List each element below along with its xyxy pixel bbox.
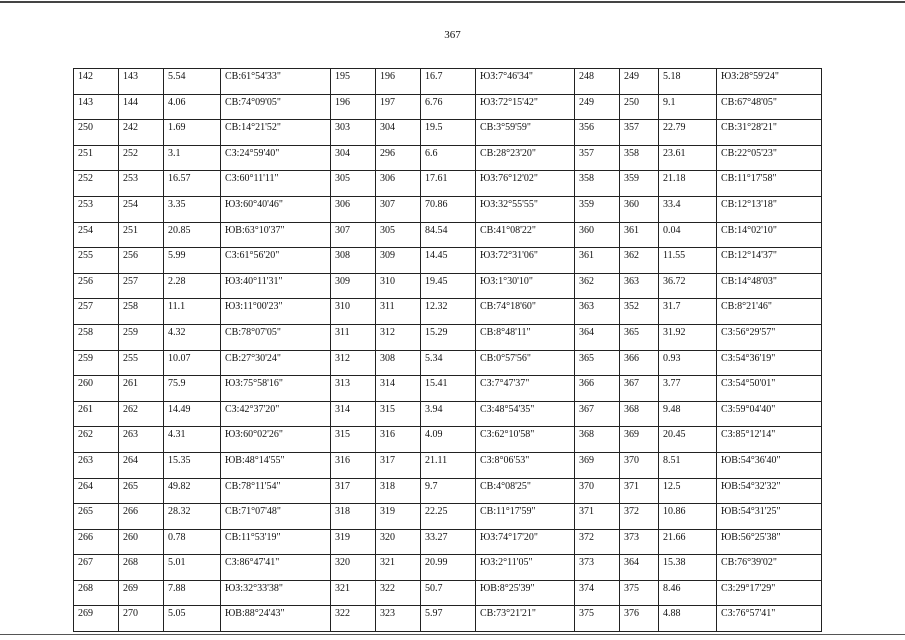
table-cell: 21.66: [659, 529, 717, 555]
table-cell: 358: [575, 171, 620, 197]
table-cell: 0.04: [659, 222, 717, 248]
table-cell: 372: [620, 504, 659, 530]
table-cell: СВ:11°17'59": [476, 504, 575, 530]
table-cell: 255: [74, 248, 119, 274]
table-cell: 360: [575, 222, 620, 248]
table-cell: 250: [74, 120, 119, 146]
table-cell: 366: [575, 376, 620, 402]
table-cell: 249: [575, 94, 620, 120]
table-cell: 262: [74, 427, 119, 453]
table-cell: СЗ:24°59'40": [221, 145, 331, 171]
table-cell: 359: [620, 171, 659, 197]
table-cell: СЗ:56°29'57": [717, 324, 822, 350]
table-cell: 20.99: [421, 555, 476, 581]
table-cell: 17.61: [421, 171, 476, 197]
table-cell: 306: [376, 171, 421, 197]
table-cell: 23.61: [659, 145, 717, 171]
table-cell: 371: [575, 504, 620, 530]
table-cell: 256: [74, 273, 119, 299]
table-cell: ЮВ:54°31'25": [717, 504, 822, 530]
table-cell: СЗ:61°56'20": [221, 248, 331, 274]
table-cell: 9.7: [421, 478, 476, 504]
table-cell: 0.93: [659, 350, 717, 376]
table-cell: 296: [376, 145, 421, 171]
table-cell: 253: [74, 196, 119, 222]
table-cell: СВ:41°08'22": [476, 222, 575, 248]
table-cell: 313: [331, 376, 376, 402]
table-cell: 242: [119, 120, 164, 146]
table-cell: СЗ:86°47'41": [221, 555, 331, 581]
table-cell: 143: [74, 94, 119, 120]
table-body: [74, 69, 822, 632]
table-cell: 370: [575, 478, 620, 504]
table-cell: 319: [376, 504, 421, 530]
table-cell: 307: [376, 196, 421, 222]
table-cell: СЗ:76°57'41": [717, 606, 822, 632]
table-cell: 31.92: [659, 324, 717, 350]
table-cell: СВ:0°57'56": [476, 350, 575, 376]
table-cell: СВ:14°02'10": [717, 222, 822, 248]
table-cell: 10.86: [659, 504, 717, 530]
table-cell: 308: [376, 350, 421, 376]
table-cell: 4.06: [164, 94, 221, 120]
table-cell: СВ:78°07'05": [221, 324, 331, 350]
table-cell: 309: [376, 248, 421, 274]
table-cell: ЮЗ:28°59'24": [717, 69, 822, 95]
page-number: 367: [444, 29, 461, 41]
table-cell: ЮВ:48°14'55": [221, 452, 331, 478]
table-cell: 367: [575, 401, 620, 427]
table-cell: 352: [620, 299, 659, 325]
table-cell: СВ:4°08'25": [476, 478, 575, 504]
table-cell: 375: [620, 580, 659, 606]
table-cell: 260: [119, 529, 164, 555]
table-cell: 265: [119, 478, 164, 504]
table-row: [74, 145, 822, 171]
table-cell: 314: [331, 401, 376, 427]
table-cell: 5.05: [164, 606, 221, 632]
table-cell: 323: [376, 606, 421, 632]
table-row: [74, 94, 822, 120]
table-cell: 5.18: [659, 69, 717, 95]
table-cell: 5.99: [164, 248, 221, 274]
table-cell: 19.5: [421, 120, 476, 146]
table-cell: 12.32: [421, 299, 476, 325]
table-cell: ЮВ:88°24'43": [221, 606, 331, 632]
table-cell: СЗ:59°04'40": [717, 401, 822, 427]
table-cell: 315: [376, 401, 421, 427]
table-cell: 84.54: [421, 222, 476, 248]
table-cell: СВ:73°21'21": [476, 606, 575, 632]
table-row: [74, 478, 822, 504]
table-row: [74, 427, 822, 453]
table-cell: 8.51: [659, 452, 717, 478]
table-cell: 253: [119, 171, 164, 197]
table-cell: ЮЗ:32°33'38": [221, 580, 331, 606]
table-cell: СЗ:54°50'01": [717, 376, 822, 402]
table-cell: 254: [74, 222, 119, 248]
table-cell: 306: [331, 196, 376, 222]
table-cell: 269: [119, 580, 164, 606]
table-cell: 305: [331, 171, 376, 197]
table-cell: 8.46: [659, 580, 717, 606]
table-cell: 3.94: [421, 401, 476, 427]
table-cell: 318: [376, 478, 421, 504]
table-cell: СВ:12°13'18": [717, 196, 822, 222]
table-cell: СВ:3°59'59": [476, 120, 575, 146]
table-cell: 5.01: [164, 555, 221, 581]
table-cell: 6.6: [421, 145, 476, 171]
table-cell: 252: [119, 145, 164, 171]
table-cell: 357: [575, 145, 620, 171]
table-cell: СВ:27°30'24": [221, 350, 331, 376]
table-cell: 3.77: [659, 376, 717, 402]
table-cell: 75.9: [164, 376, 221, 402]
table-cell: 319: [331, 529, 376, 555]
table-cell: 255: [119, 350, 164, 376]
table-cell: СВ:8°21'46": [717, 299, 822, 325]
table-cell: 359: [575, 196, 620, 222]
table-cell: СВ:74°09'05": [221, 94, 331, 120]
table-cell: СВ:31°28'21": [717, 120, 822, 146]
table-cell: СВ:11°53'19": [221, 529, 331, 555]
table-cell: 6.76: [421, 94, 476, 120]
table-cell: 366: [620, 350, 659, 376]
table-cell: 265: [74, 504, 119, 530]
table-cell: 7.88: [164, 580, 221, 606]
table-cell: 270: [119, 606, 164, 632]
table-cell: 33.27: [421, 529, 476, 555]
table-cell: 21.18: [659, 171, 717, 197]
table-cell: СЗ:8°06'53": [476, 452, 575, 478]
table-row: [74, 120, 822, 146]
table-cell: 360: [620, 196, 659, 222]
table-cell: 357: [620, 120, 659, 146]
table-cell: 312: [376, 324, 421, 350]
table-cell: 252: [74, 171, 119, 197]
table-cell: 33.4: [659, 196, 717, 222]
table-cell: 261: [74, 401, 119, 427]
table-cell: 248: [575, 69, 620, 95]
table-cell: 196: [376, 69, 421, 95]
table-cell: 20.45: [659, 427, 717, 453]
table-cell: СВ:14°21'52": [221, 120, 331, 146]
table-cell: 49.82: [164, 478, 221, 504]
table-cell: СВ:67°48'05": [717, 94, 822, 120]
table-cell: 9.48: [659, 401, 717, 427]
table-cell: СЗ:62°10'58": [476, 427, 575, 453]
table-cell: 16.7: [421, 69, 476, 95]
table-cell: 31.7: [659, 299, 717, 325]
table-cell: 5.34: [421, 350, 476, 376]
table-row: [74, 606, 822, 632]
table-cell: 305: [376, 222, 421, 248]
table-cell: СВ:11°17'58": [717, 171, 822, 197]
table-cell: 315: [331, 427, 376, 453]
table-cell: 373: [620, 529, 659, 555]
table-cell: ЮЗ:11°00'23": [221, 299, 331, 325]
table-cell: 262: [119, 401, 164, 427]
table-cell: 314: [376, 376, 421, 402]
table-cell: 362: [575, 273, 620, 299]
table-cell: 310: [331, 299, 376, 325]
table-cell: 371: [620, 478, 659, 504]
table-cell: 316: [376, 427, 421, 453]
table-cell: ЮЗ:76°12'02": [476, 171, 575, 197]
table-cell: СВ:28°23'20": [476, 145, 575, 171]
table-row: [74, 248, 822, 274]
table-cell: СВ:78°11'54": [221, 478, 331, 504]
table-cell: 3.35: [164, 196, 221, 222]
table-cell: 304: [376, 120, 421, 146]
table-cell: СВ:12°14'37": [717, 248, 822, 274]
table-cell: 254: [119, 196, 164, 222]
table-cell: 317: [376, 452, 421, 478]
top-rule: [0, 1, 905, 3]
table-row: [74, 69, 822, 95]
table-cell: ЮЗ:40°11'31": [221, 273, 331, 299]
table-cell: 197: [376, 94, 421, 120]
table-cell: СВ:8°48'11": [476, 324, 575, 350]
table-cell: 368: [620, 401, 659, 427]
table-cell: 4.31: [164, 427, 221, 453]
table-cell: СЗ:60°11'11": [221, 171, 331, 197]
table-cell: 261: [119, 376, 164, 402]
table-cell: 9.1: [659, 94, 717, 120]
table-cell: ЮЗ:60°40'46": [221, 196, 331, 222]
table-cell: СВ:71°07'48": [221, 504, 331, 530]
table-cell: 2.28: [164, 273, 221, 299]
table-cell: 28.32: [164, 504, 221, 530]
table-cell: 367: [620, 376, 659, 402]
table-row: [74, 555, 822, 581]
table-cell: 21.11: [421, 452, 476, 478]
table-cell: ЮЗ:72°15'42": [476, 94, 575, 120]
table-cell: 267: [74, 555, 119, 581]
table-cell: 251: [74, 145, 119, 171]
table-cell: 14.45: [421, 248, 476, 274]
table-cell: 22.25: [421, 504, 476, 530]
table-cell: 362: [620, 248, 659, 274]
table-cell: СЗ:7°47'37": [476, 376, 575, 402]
table-cell: 142: [74, 69, 119, 95]
table-cell: 322: [331, 606, 376, 632]
table-cell: 250: [620, 94, 659, 120]
table-cell: 369: [620, 427, 659, 453]
table-cell: 36.72: [659, 273, 717, 299]
table-cell: ЮВ:63°10'37": [221, 222, 331, 248]
table-cell: 321: [331, 580, 376, 606]
table-cell: 361: [620, 222, 659, 248]
table-cell: 22.79: [659, 120, 717, 146]
table-cell: 269: [74, 606, 119, 632]
table-cell: 307: [331, 222, 376, 248]
table-cell: 12.5: [659, 478, 717, 504]
table-cell: ЮЗ:7°46'34": [476, 69, 575, 95]
table-cell: 50.7: [421, 580, 476, 606]
table-cell: 363: [620, 273, 659, 299]
table-cell: 19.45: [421, 273, 476, 299]
table-cell: 365: [575, 350, 620, 376]
table-cell: 144: [119, 94, 164, 120]
table-cell: 3.1: [164, 145, 221, 171]
table-cell: 320: [331, 555, 376, 581]
table-cell: СВ:22°05'23": [717, 145, 822, 171]
table-cell: 257: [74, 299, 119, 325]
table-cell: СВ:76°39'02": [717, 555, 822, 581]
table-cell: 11.55: [659, 248, 717, 274]
table-cell: 15.41: [421, 376, 476, 402]
table-cell: 308: [331, 248, 376, 274]
table-cell: 312: [331, 350, 376, 376]
table-cell: 309: [331, 273, 376, 299]
table-cell: 15.35: [164, 452, 221, 478]
table-cell: 257: [119, 273, 164, 299]
table-cell: 264: [119, 452, 164, 478]
table-cell: 4.09: [421, 427, 476, 453]
table-row: [74, 299, 822, 325]
table-cell: СЗ:85°12'14": [717, 427, 822, 453]
table-cell: 317: [331, 478, 376, 504]
table-cell: ЮЗ:1°30'10": [476, 273, 575, 299]
table-cell: СЗ:48°54'35": [476, 401, 575, 427]
table-cell: 249: [620, 69, 659, 95]
table-row: [74, 529, 822, 555]
table-cell: 196: [331, 94, 376, 120]
table-cell: 5.54: [164, 69, 221, 95]
table-row: [74, 171, 822, 197]
table-cell: 15.38: [659, 555, 717, 581]
table-cell: 303: [331, 120, 376, 146]
table-cell: ЮЗ:60°02'26": [221, 427, 331, 453]
table-cell: 365: [620, 324, 659, 350]
table-cell: 373: [575, 555, 620, 581]
table-cell: СВ:61°54'33": [221, 69, 331, 95]
table-cell: ЮЗ:74°17'20": [476, 529, 575, 555]
table-cell: 264: [74, 478, 119, 504]
table-cell: 268: [74, 580, 119, 606]
table-cell: 263: [74, 452, 119, 478]
table-cell: СЗ:29°17'29": [717, 580, 822, 606]
table-row: [74, 452, 822, 478]
table-cell: 20.85: [164, 222, 221, 248]
table-cell: 304: [331, 145, 376, 171]
table-row: [74, 376, 822, 402]
table-cell: ЮЗ:2°11'05": [476, 555, 575, 581]
table-row: [74, 401, 822, 427]
table-cell: 258: [74, 324, 119, 350]
table-cell: 370: [620, 452, 659, 478]
table-row: [74, 273, 822, 299]
table-cell: 260: [74, 376, 119, 402]
table-cell: 16.57: [164, 171, 221, 197]
table-cell: 14.49: [164, 401, 221, 427]
table-cell: 364: [575, 324, 620, 350]
table-cell: СЗ:54°36'19": [717, 350, 822, 376]
bottom-rule: [0, 634, 905, 635]
table-cell: СВ:74°18'60": [476, 299, 575, 325]
table-cell: 195: [331, 69, 376, 95]
boundary-coordinates-table: [73, 68, 822, 632]
table-cell: 311: [376, 299, 421, 325]
table-cell: 316: [331, 452, 376, 478]
table-cell: 266: [74, 529, 119, 555]
table-cell: ЮВ:54°32'32": [717, 478, 822, 504]
table-cell: 11.1: [164, 299, 221, 325]
table-cell: 372: [575, 529, 620, 555]
table-row: [74, 580, 822, 606]
table-cell: 321: [376, 555, 421, 581]
table-cell: 311: [331, 324, 376, 350]
table-cell: ЮВ:56°25'38": [717, 529, 822, 555]
table-row: [74, 350, 822, 376]
table-cell: 1.69: [164, 120, 221, 146]
table-cell: 310: [376, 273, 421, 299]
table-cell: ЮЗ:32°55'55": [476, 196, 575, 222]
table-row: [74, 324, 822, 350]
table-cell: 374: [575, 580, 620, 606]
table-cell: 375: [575, 606, 620, 632]
table-cell: 70.86: [421, 196, 476, 222]
table-cell: 320: [376, 529, 421, 555]
table-cell: 256: [119, 248, 164, 274]
table-cell: СЗ:42°37'20": [221, 401, 331, 427]
table-cell: 263: [119, 427, 164, 453]
table-cell: 364: [620, 555, 659, 581]
table-cell: 4.88: [659, 606, 717, 632]
table-cell: 369: [575, 452, 620, 478]
table-cell: 361: [575, 248, 620, 274]
table-cell: 356: [575, 120, 620, 146]
table-cell: ЮВ:8°25'39": [476, 580, 575, 606]
table-cell: 0.78: [164, 529, 221, 555]
table-cell: 259: [119, 324, 164, 350]
table-cell: СВ:14°48'03": [717, 273, 822, 299]
table-cell: 376: [620, 606, 659, 632]
table-cell: 5.97: [421, 606, 476, 632]
table-cell: 258: [119, 299, 164, 325]
table-cell: 15.29: [421, 324, 476, 350]
table-cell: 322: [376, 580, 421, 606]
table-cell: 251: [119, 222, 164, 248]
table-row: [74, 504, 822, 530]
table-cell: 4.32: [164, 324, 221, 350]
table-cell: 368: [575, 427, 620, 453]
table-row: [74, 222, 822, 248]
table-cell: ЮЗ:72°31'06": [476, 248, 575, 274]
table-cell: 318: [331, 504, 376, 530]
table-cell: 259: [74, 350, 119, 376]
table-cell: 268: [119, 555, 164, 581]
table-cell: 143: [119, 69, 164, 95]
table-cell: ЮВ:54°36'40": [717, 452, 822, 478]
table-cell: 10.07: [164, 350, 221, 376]
table-row: [74, 196, 822, 222]
table-cell: 363: [575, 299, 620, 325]
table-cell: ЮЗ:75°58'16": [221, 376, 331, 402]
table-cell: 358: [620, 145, 659, 171]
table-cell: 266: [119, 504, 164, 530]
